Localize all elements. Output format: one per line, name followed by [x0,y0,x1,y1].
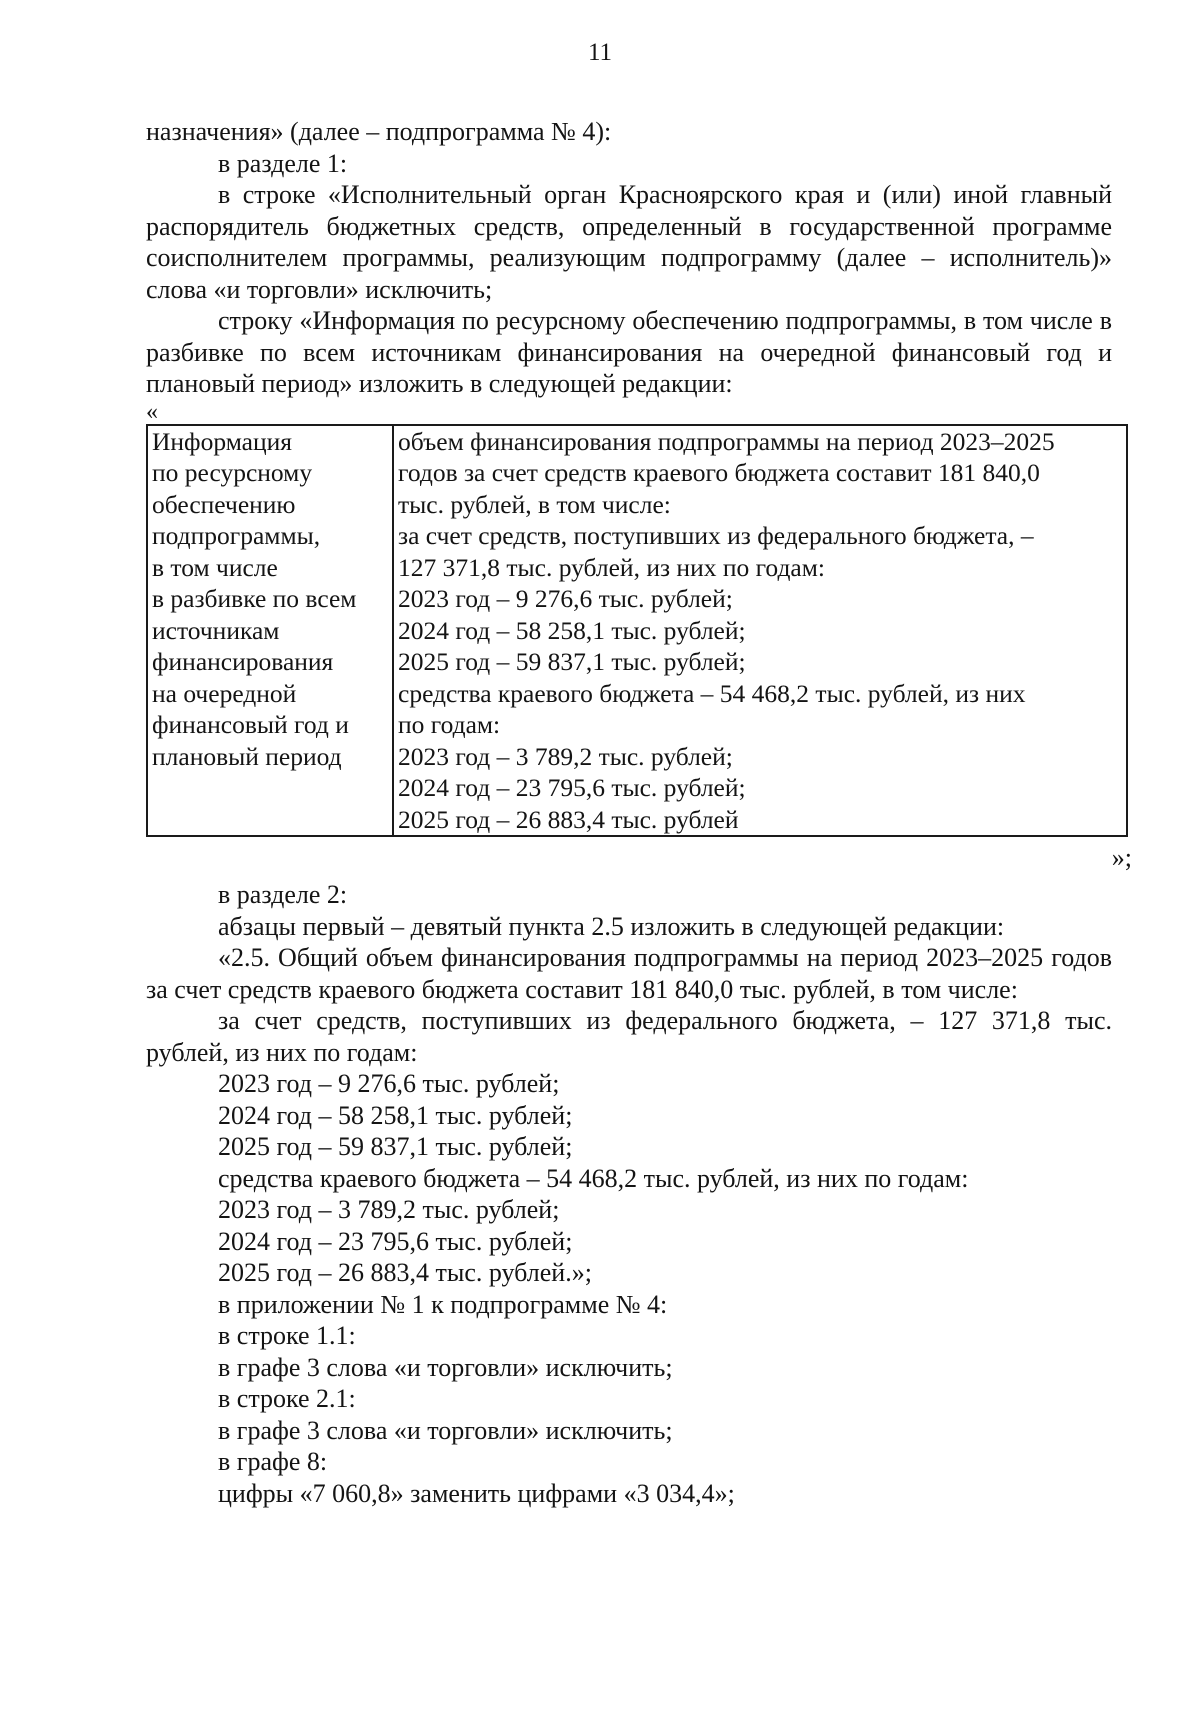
label-line: финансирования [152,647,334,676]
list-item: 2025 год – 26 883,4 тыс. рублей.»; [218,1258,592,1287]
value-line: 2024 год – 23 795,6 тыс. рублей; [398,773,746,802]
label-line: источникам [152,615,280,645]
value-line: за счет средств, поступивших из федерального бюджета, – [398,521,1034,550]
label-line: обеспечению [152,489,296,519]
list-item: 2024 год – 58 258,1 тыс. рублей; [218,1100,573,1130]
list-item: 2024 год – 23 795,6 тыс. рублей; [218,1226,573,1256]
document-body [146,116,1132,1509]
section-2-instruction: абзацы первый – девятый пункта 2.5 изложить в следующей редакции: [218,911,1005,941]
value-line: 127 371,8 тыс. рублей, из них по годам: [398,552,825,582]
value-line: тыс. рублей, в том числе: [398,489,671,519]
value-line: 2025 год – 59 837,1 тыс. рублей; [398,647,746,676]
list-item: в строке 1.1: [218,1321,356,1350]
list-item: средства краевого бюджета – 54 468,2 тыс. рублей, из них по годам: [218,1163,969,1193]
paragraph-2-5: «2.5. Общий объем финансирования подпрограммы на период 2023–2025 годов за счет средств краевого бюджета составит 181 840,0 тыс. рублей, в том числе: [146,943,1112,1004]
label-line: финансовый год и [152,710,349,739]
value-line: 2025 год – 26 883,4 тыс. рублей [398,804,739,834]
value-line: объем финансирования подпрограммы на период 2023–2025 [398,426,1055,456]
federal-funding-paragraph: за счет средств, поступивших из федерального бюджета, – 127 371,8 тыс. рублей, из них по годам: [146,1006,1112,1067]
page-number: 11 [587,39,613,66]
value-line: 2023 год – 9 276,6 тыс. рублей; [398,584,733,613]
label-line: в разбивке по всем [152,584,357,613]
intro-line-2: в разделе 1: [218,148,348,178]
list-item: в графе 8: [218,1447,328,1476]
value-line: годов за счет средств краевого бюджета составит 181 840,0 [398,458,1040,487]
list-item: 2023 год – 9 276,6 тыс. рублей; [218,1069,560,1098]
label-line: по ресурсному [152,458,313,487]
value-line: 2023 год – 3 789,2 тыс. рублей; [398,741,733,771]
value-line: 2024 год – 58 258,1 тыс. рублей; [398,615,746,645]
list-item: 2023 год – 3 789,2 тыс. рублей; [218,1195,560,1224]
intro-line-1: назначения» (далее – подпрограмма № 4): [146,117,612,146]
resource-info-table [146,424,1128,838]
label-line: Информация [152,426,293,456]
list-item: в приложении № 1 к подпрограмме № 4: [218,1289,668,1319]
table-cell-value [393,425,1127,837]
label-line: плановый период [152,741,342,771]
list-item: 2025 год – 59 837,1 тыс. рублей; [218,1132,573,1161]
table-row [147,425,1127,837]
label-line: в том числе [152,552,278,582]
list-item: цифры «7 060,8» заменить цифрами «3 034,4»; [218,1478,735,1508]
list-item: в графе 3 слова «и торговли» исключить; [218,1352,673,1382]
section-2-heading: в разделе 2: [218,880,348,909]
label-line: на очередной [152,678,297,708]
opening-quote: « [146,398,158,425]
table-cell-label [147,425,393,837]
closing-quote: »; [1111,843,1132,872]
list-item: в строке 2.1: [218,1384,356,1413]
intro-paragraph-1: в строке «Исполнительный орган Красноярского края и (или) иной главный распорядитель бюджетных средств, определенный в государственной программе соисполнителем программы, реализующим подпрограмму (далее – исполнитель)» слова «и торговли» исключить; [146,180,1112,304]
value-line: средства краевого бюджета – 54 468,2 тыс. рублей, из них [398,678,1026,708]
list-item: в графе 3 слова «и торговли» исключить; [218,1415,673,1445]
label-line: подпрограммы, [152,521,321,550]
value-line: по годам: [398,710,501,739]
intro-paragraph-2: строку «Информация по ресурсному обеспечению подпрограммы, в том числе в разбивке по всем источникам финансирования на очередной финансовый год и плановый период» изложить в следующей редакции: [146,306,1112,398]
